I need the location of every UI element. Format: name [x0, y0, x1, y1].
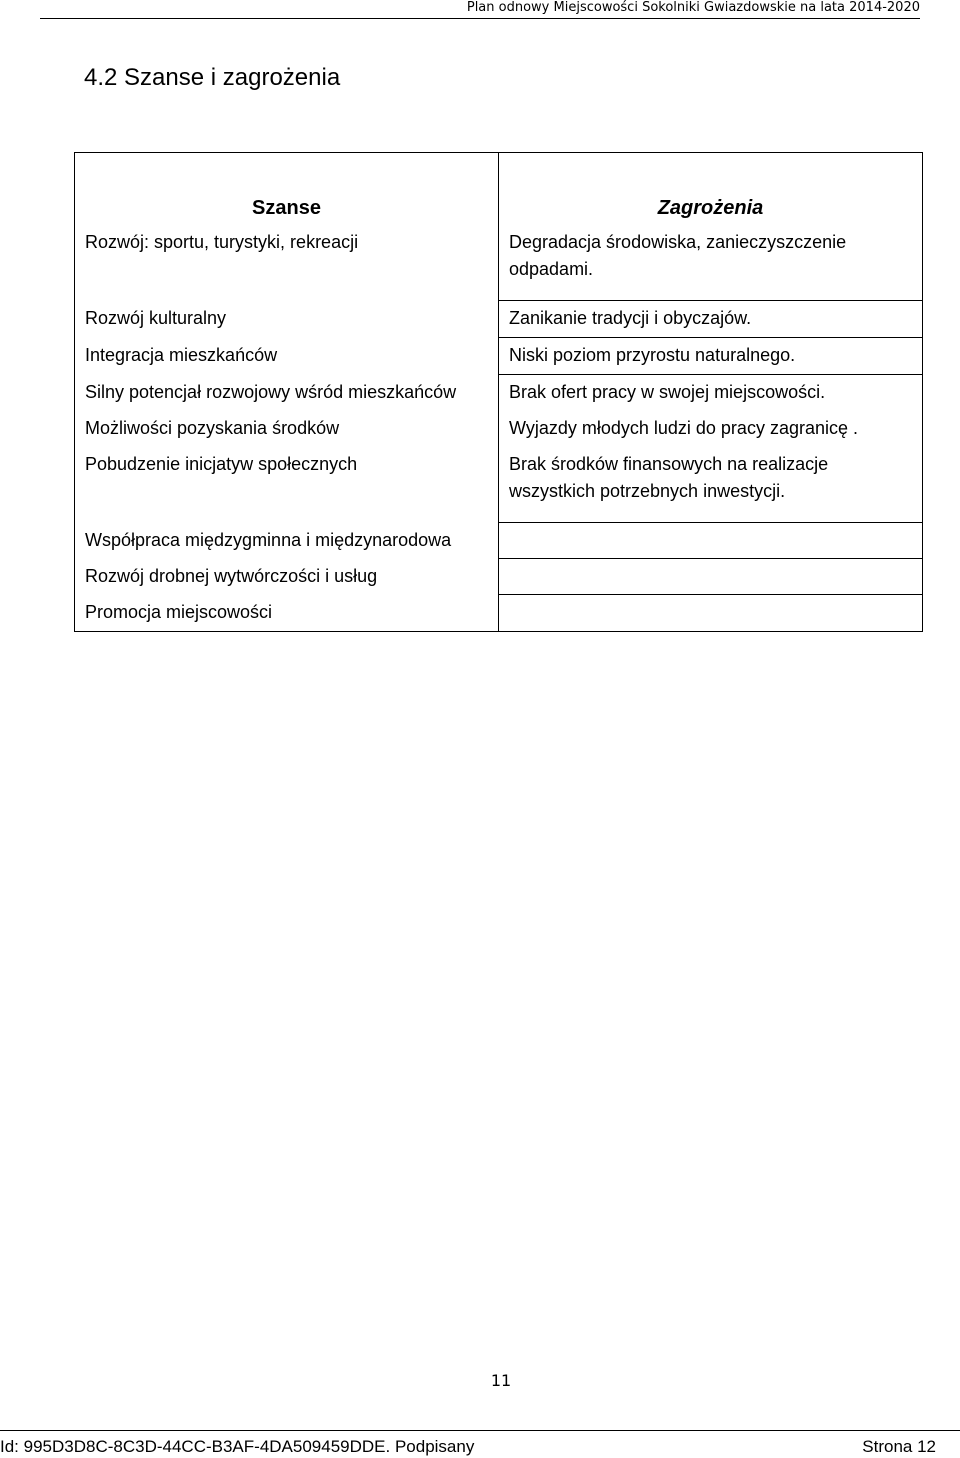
- threat-cell: Niski poziom przyrostu naturalnego.: [499, 338, 923, 375]
- opportunity-cell: Rozwój drobnej wytwórczości i usług: [75, 559, 499, 595]
- footer-page-label: Strona 12: [862, 1437, 936, 1456]
- table-row: [75, 225, 923, 301]
- opportunity-cell: Możliwości pozyskania środków: [75, 411, 499, 447]
- opportunity-cell: Promocja miejscowości: [75, 595, 499, 632]
- opportunity-cell: Rozwój: sportu, turystyki, rekreacji: [75, 225, 499, 301]
- opportunity-cell: Pobudzenie inicjatyw społecznych: [75, 447, 499, 523]
- opportunity-cell: Współpraca międzygminna i międzynarodowa: [75, 523, 499, 559]
- threat-cell: Brak ofert pracy w swojej miejscowości.: [499, 375, 923, 412]
- threat-cell: Brak środków finansowych na realizacje wszystkich potrzebnych inwestycji.: [499, 447, 923, 523]
- table-row: [75, 559, 923, 595]
- opportunity-cell: Integracja mieszkańców: [75, 338, 499, 375]
- table-row: [75, 301, 923, 338]
- table-row: [75, 375, 923, 412]
- header-rule: [40, 18, 920, 19]
- threat-cell: Degradacja środowiska, zanieczyszczenie odpadami.: [499, 225, 923, 301]
- opportunity-cell: Rozwój kulturalny: [75, 301, 499, 338]
- running-header: Plan odnowy Miejscowości Sokolniki Gwiazdowskie na lata 2014-2020: [466, 0, 920, 15]
- section-title: 4.2 Szanse i zagrożenia: [84, 64, 341, 91]
- opportunity-cell: Silny potencjał rozwojowy wśród mieszkańców: [75, 375, 499, 412]
- threat-cell: [499, 523, 923, 559]
- table-row: [75, 523, 923, 559]
- table-header-row: [75, 153, 923, 226]
- footer-rule: [0, 1430, 960, 1431]
- threat-cell: [499, 595, 923, 632]
- threat-cell: Wyjazdy młodych ludzi do pracy zagranicę .: [499, 411, 923, 447]
- table-row: [75, 595, 923, 632]
- threat-cell: Zanikanie tradycji i obyczajów.: [499, 301, 923, 338]
- table-row: [75, 338, 923, 375]
- page-number: 11: [490, 1371, 512, 1390]
- header-szanse: Szanse: [75, 153, 499, 226]
- footer-document-id: Id: 995D3D8C-8C3D-44CC-B3AF-4DA509459DDE. Podpisany: [0, 1437, 475, 1456]
- table-row: [75, 447, 923, 523]
- header-zagrozenia: Zagrożenia: [499, 153, 923, 226]
- threat-cell: [499, 559, 923, 595]
- table-row: [75, 411, 923, 447]
- swot-table: [74, 152, 923, 632]
